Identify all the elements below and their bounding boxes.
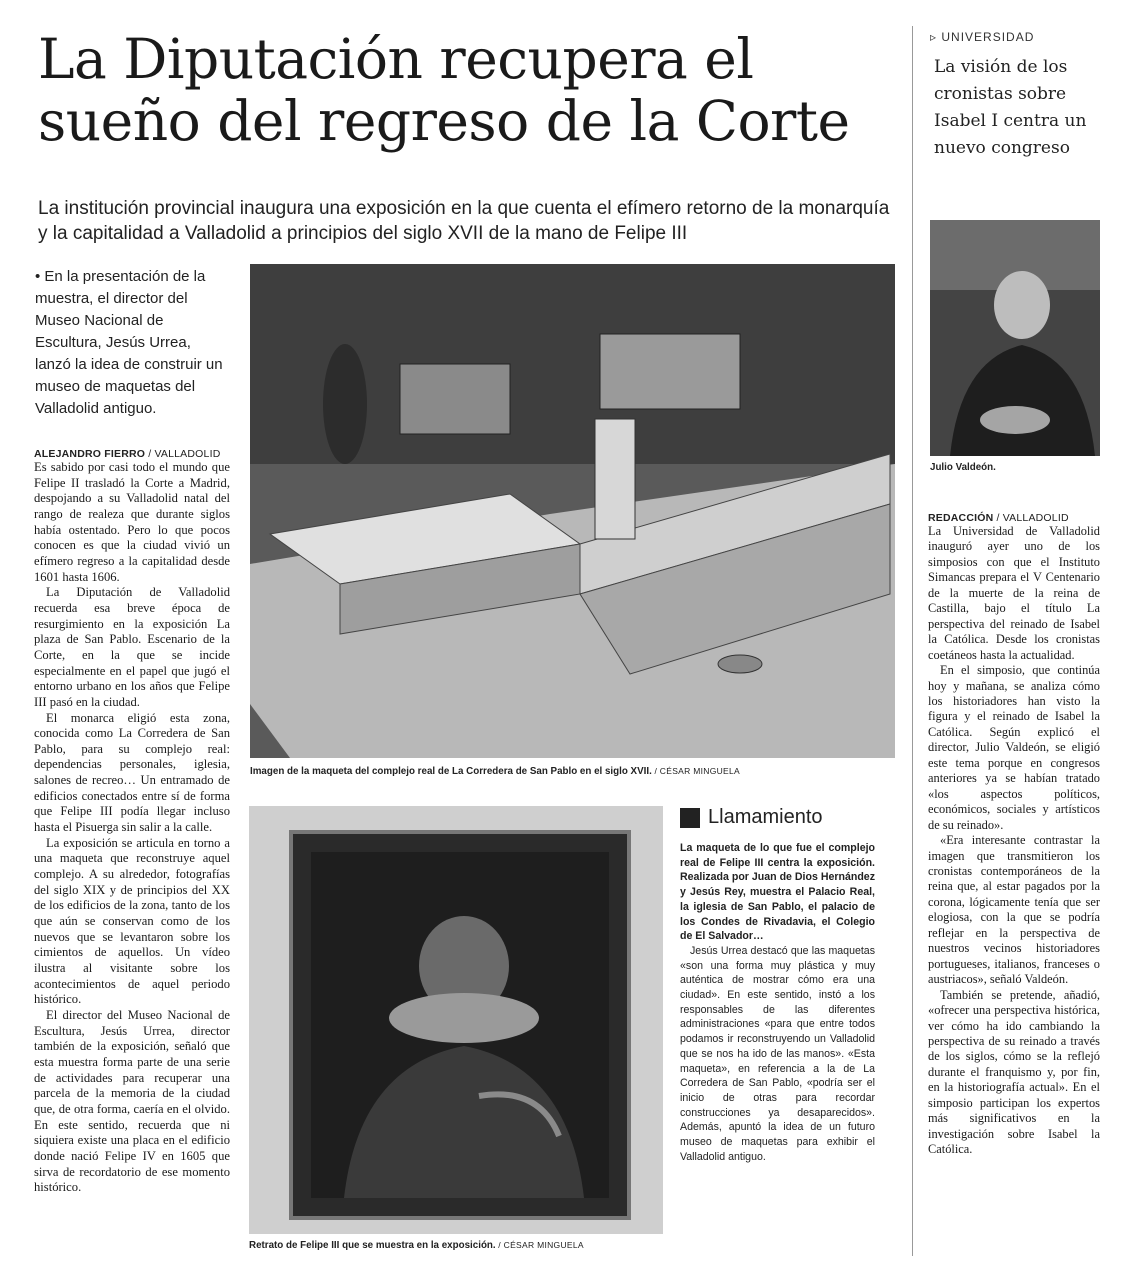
- subheadline: La institución provincial inaugura una exposición en la que cuenta el efímero retorno de la monarquía y la capitalidad a Valladolid a principios del siglo XVII de la mano de Felipe III: [38, 198, 890, 244]
- side-headline: La visión de los cronistas sobre Isabel I centra un nuevo congreso: [934, 57, 1087, 158]
- model-photo: [250, 264, 895, 758]
- side-paragraph: La Universidad de Valladolid inauguró ayer uno de los simposios con que el Instituto Simancas prepara el V Centenario de la muerte de la reina de Castilla, bajo el título La perspectiva del reinado de Isabel la Católica. Desde los cronistas coetáneos hasta la actualidad.: [928, 524, 1100, 662]
- model-illustration: [250, 264, 895, 758]
- box-marker-icon: [680, 808, 700, 828]
- main-paragraph: El director del Museo Nacional de Escultura, Jesús Urrea, director también de la exposición, señaló que esta muestra forma parte de una serie de actividades para recuperar una parcela de la memoria de la ciudad que, de otra forma, caería en el olvido. En este sentido, recuerda que ni siquiera existe una placa en el edificio donde nació Felipe IV en 1605 que sirva de recordatorio de ese momento histórico.: [34, 1007, 230, 1195]
- side-body: [928, 524, 1100, 1158]
- portrait-photo: [249, 806, 663, 1234]
- box-paragraph: Jesús Urrea destacó que las maquetas «son una forma muy plástica y muy auténtica de mostrar cómo era una ciudad». En este sentido, instó a los responsables de las diferentes administraciones «para que entre todos podamos ir reconstruyendo un Valladolid que se nos ha ido de las manos». «Esta maqueta», en referencia a la de La Corredera de San Pablo, «podría ser el inicio de otras para recordar construcciones ya desaparecidos». Además, apuntó la idea de un futuro museo de maquetas para exhibir el Valladolid antiguo.: [680, 944, 875, 1163]
- main-paragraph: Es sabido por casi todo el mundo que Felipe II trasladó la Corte a Madrid, despojando a su Valladolid natal del rango de realeza que durante siglos había ostentado. Pero lo que pocos conocen es que la ciudad vivió un efímero regreso a la capitalidad desde 1601 hasta 1606.: [34, 460, 230, 584]
- box-title: Llamamiento: [708, 806, 823, 828]
- box-body: [680, 841, 875, 1164]
- main-paragraph: La exposición se articula en torno a una maqueta que reconstruye aquel complejo. A su alrededor, fotografías del siglo XIX y de principios del XX de los edificios de la zona, tanto de los que aún se conservan como de los nuevos que se levantaron sobre los cimientos de aquellos. Un vídeo ilustra al visitante sobre los acontecimientos de aquel periodo histórico.: [34, 835, 230, 1007]
- main-paragraph: El monarca eligió esta zona, conocida como La Corredera de San Pablo, para su complejo real: dependencias personales, iglesia, salones de recreo… Un entramado de edificios conectados entre sí de forma que Felipe III podía llegar incluso hasta el Pisuerga sin salir a la calle.: [34, 710, 230, 835]
- side-article-body: [928, 512, 1100, 1158]
- side-photo: [930, 220, 1100, 456]
- section-label: ▹ UNIVERSIDAD: [930, 30, 1035, 44]
- main-paragraph: La Diputación de Valladolid recuerda esa breve época de resurgimiento en la exposición La plaza de San Pablo. Escenario de la Corte, en la que se incide especialmente en el papel que jugó el entorno urbano en los años que Felipe III pasó en la ciudad.: [34, 585, 230, 709]
- headline: La Diputación recupera el sueño del regreso de la Corte: [38, 27, 850, 153]
- main-article: [34, 448, 230, 1196]
- side-byline: REDACCIÓN / VALLADOLID: [928, 512, 1069, 524]
- portrait-photo-caption: Retrato de Felipe III que se muestra en la exposición. / CÉSAR MINGUELA: [249, 1240, 584, 1251]
- man-portrait-illustration: [930, 220, 1100, 456]
- portrait-illustration: [249, 806, 663, 1234]
- lead-summary: • En la presentación de la muestra, el director del Museo Nacional de Escultura, Jesús Urrea, lanzó la idea de construir un museo de maquetas del Valladolid antiguo.: [35, 268, 223, 417]
- side-paragraph: También se pretende, añadió, «ofrecer una perspectiva histórica, ver cómo ha ido cambiando la perspectiva de su reinado a través de los siglos, cómo se la reflejó durante el franquismo y, por fin, en la historiografía actual». En el simposio participan los expertos más significativos en la investigación sobre Isabel la Católica.: [928, 987, 1100, 1157]
- model-photo-caption: Imagen de la maqueta del complejo real de La Corredera de San Pablo en el siglo XVII. / CÉSAR MINGUELA: [250, 766, 741, 777]
- main-byline: ALEJANDRO FIERRO / VALLADOLID: [34, 448, 221, 460]
- sidebar-box: [680, 806, 875, 1164]
- section-bullet-icon: ▹: [930, 30, 942, 44]
- side-photo-caption: Julio Valdeón.: [930, 462, 996, 473]
- side-paragraph: «Era interesante contrastar la imagen que transmitieron los cronistas contemporáneos de la reina que, al estar pagados por la corona, lógicamente tenía que ser elogiosa, con la que se podría reflejar en la perspectiva de nuestros vecinos historiadores portugueses, italianos, franceses o austriacos», señaló Valdeón.: [928, 833, 1100, 987]
- main-body: [34, 460, 230, 1196]
- column-divider: [912, 26, 913, 1256]
- box-paragraph: La maqueta de lo que fue el complejo real de Felipe III centra la exposición. Realizada por Juan de Dios Hernández y Jesús Rey, muestra el Palacio Real, la iglesia de San Pablo, el palacio de los Condes de Rivadavia, el Colegio de El Salvador…: [680, 842, 875, 943]
- side-paragraph: En el simposio, que continúa hoy y mañana, se analiza cómo los historiadores han visto la figura y el reinado de Isabel la Católica. Según explicó el director, Julio Valdeón, se eligió este tema porque en congresos anteriores ya se habían tratado «los aspectos políticos, económicos, sociales y artísticos de su reinado».: [928, 663, 1100, 832]
- side-article: [930, 30, 1105, 162]
- box-header: [680, 806, 875, 829]
